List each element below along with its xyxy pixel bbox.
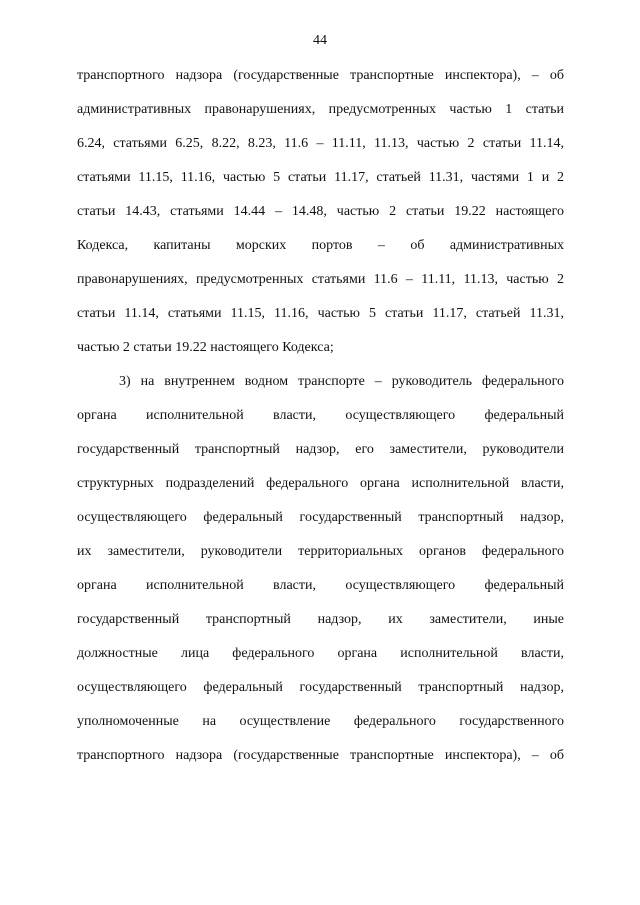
text-line: частью 2 статьи 19.22 настоящего Кодекса; [77, 340, 334, 355]
text-line: транспортного надзора (государственные транспортные инспектора), – об [77, 68, 564, 83]
text-line: статьями 11.15, 11.16, частью 5 статьи 11.17, статьей 11.31, частями 1 и 2 [77, 170, 564, 185]
text-line: структурных подразделений федерального органа исполнительной власти, [77, 476, 564, 491]
text-line: уполномоченные на осуществление федерального государственного [77, 714, 564, 729]
text-line: 6.24, статьями 6.25, 8.22, 8.23, 11.6 – 11.11, 11.13, частью 2 статьи 11.14, [77, 136, 564, 151]
text-line: органа исполнительной власти, осуществляющего федеральный [77, 408, 564, 423]
text-line: статьи 14.43, статьями 14.44 – 14.48, частью 2 статьи 19.22 настоящего [77, 204, 564, 219]
paragraph-first-line: 3) на внутреннем водном транспорте – руководитель федерального [119, 374, 564, 389]
text-line: Кодекса, капитаны морских портов – об административных [77, 238, 564, 253]
text-line: правонарушениях, предусмотренных статьями 11.6 – 11.11, 11.13, частью 2 [77, 272, 564, 287]
page-number: 44 [313, 33, 327, 48]
text-line: органа исполнительной власти, осуществляющего федеральный [77, 578, 564, 593]
text-line: государственный транспортный надзор, его заместители, руководители [77, 442, 564, 457]
text-line: их заместители, руководители территориальных органов федерального [77, 544, 564, 559]
text-line: должностные лица федерального органа исполнительной власти, [77, 646, 564, 661]
text-line: статьи 11.14, статьями 11.15, 11.16, частью 5 статьи 11.17, статьей 11.31, [77, 306, 564, 321]
text-line: осуществляющего федеральный государственный транспортный надзор, [77, 680, 564, 695]
text-line: осуществляющего федеральный государственный транспортный надзор, [77, 510, 564, 525]
text-line: транспортного надзора (государственные транспортные инспектора), – об [77, 748, 564, 763]
text-line: государственный транспортный надзор, их заместители, иные [77, 612, 564, 627]
text-line: административных правонарушениях, предусмотренных частью 1 статьи [77, 102, 564, 117]
